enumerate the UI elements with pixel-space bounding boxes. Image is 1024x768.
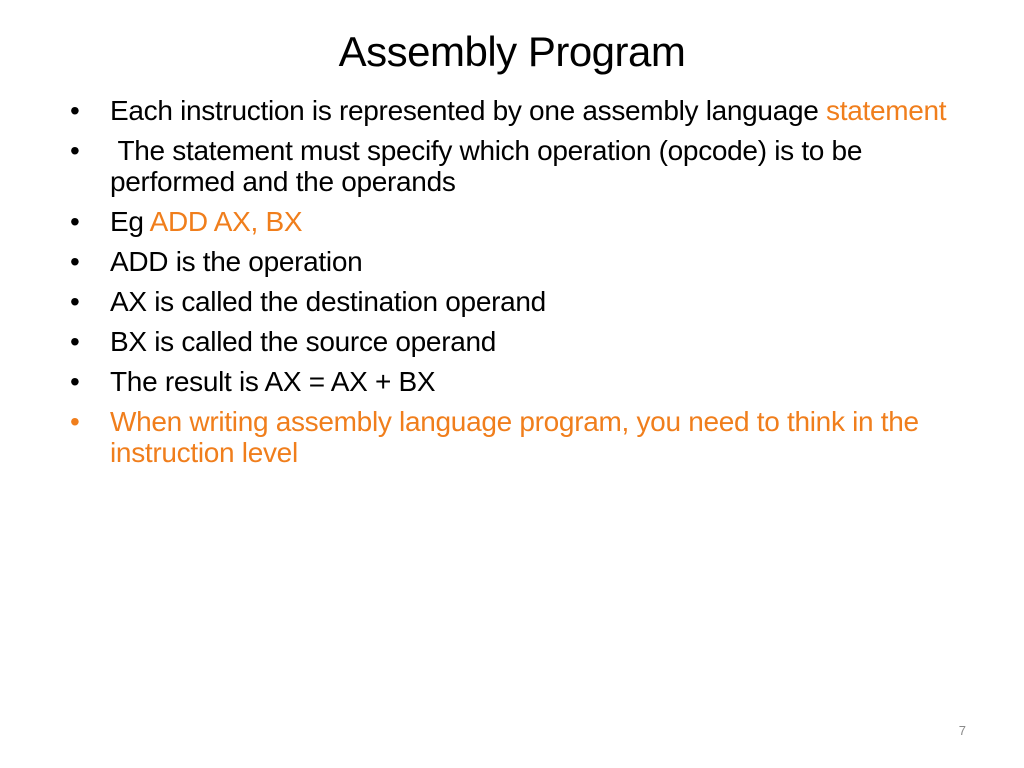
- bullet-text: Each instruction is represented by one assembly language: [110, 95, 827, 126]
- bullet-item: [70, 366, 950, 397]
- bullet-item: [70, 286, 950, 317]
- bullet-item: [70, 246, 950, 277]
- bullet-text: Eg: [110, 206, 150, 237]
- page-number: 7: [958, 723, 966, 738]
- bullet-text: BX is called the source operand: [110, 326, 497, 357]
- bullet-icon: •: [70, 135, 80, 166]
- bullet-item: [70, 326, 950, 357]
- bullet-icon: •: [70, 206, 80, 237]
- bullet-accent-text: statement: [826, 95, 947, 126]
- bullet-item: [70, 206, 950, 237]
- bullet-list: [70, 95, 950, 477]
- bullet-icon: •: [70, 95, 80, 126]
- bullet-accent-text: ADD AX, BX: [149, 206, 303, 237]
- bullet-item: [70, 135, 950, 197]
- bullet-icon: •: [70, 326, 80, 357]
- bullet-text: ADD is the operation: [110, 246, 363, 277]
- bullet-text: The statement must specify which operation (opcode) is to be performed and the operands: [110, 135, 870, 197]
- bullet-icon: •: [70, 246, 80, 277]
- slide-title: Assembly Program: [338, 28, 686, 75]
- bullet-text: AX is called the destination operand: [110, 286, 546, 317]
- bullet-icon: •: [70, 406, 80, 437]
- bullet-icon: •: [70, 286, 80, 317]
- bullet-icon: •: [70, 366, 80, 397]
- bullet-text: When writing assembly language program, you need to think in the instruction level: [110, 406, 919, 468]
- bullet-text: The result is AX = AX + BX: [110, 366, 436, 397]
- bullet-item-highlight: [70, 406, 950, 468]
- bullet-item: [70, 95, 950, 126]
